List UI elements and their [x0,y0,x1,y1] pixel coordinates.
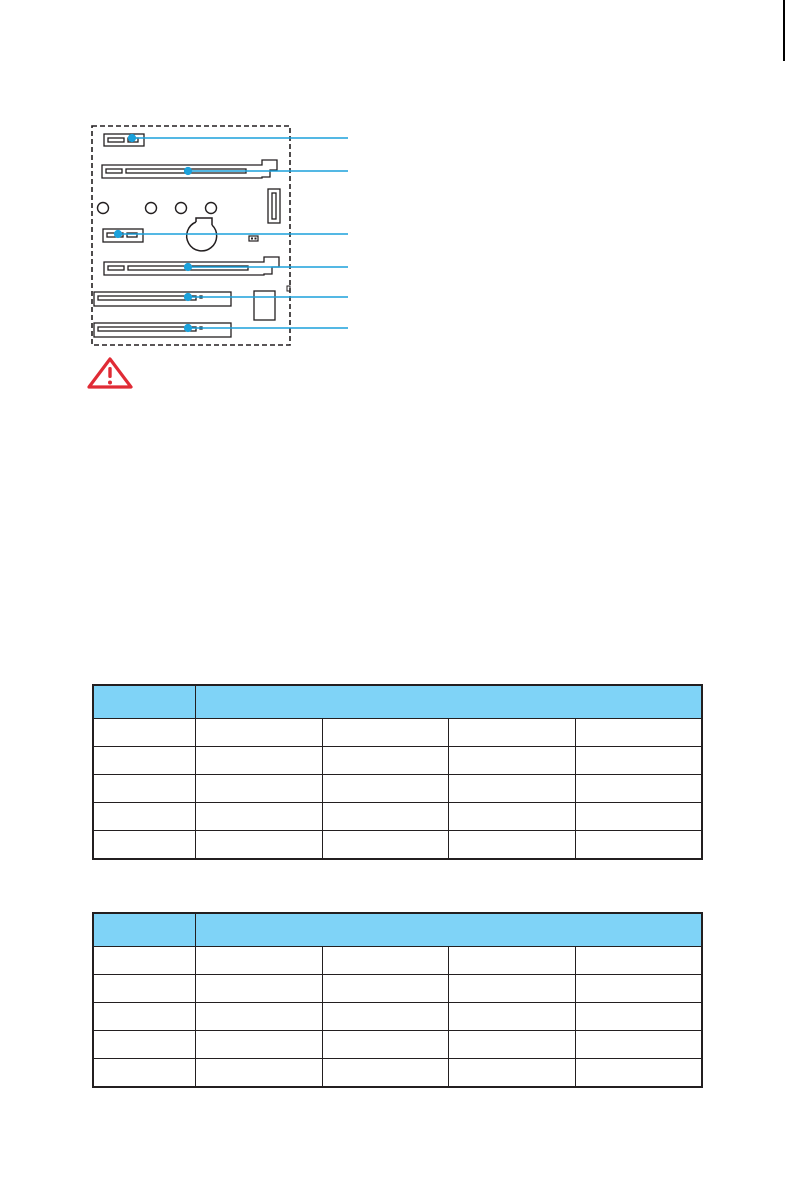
pcie-x1-slot-1 [104,134,144,146]
table-cell [575,1003,702,1031]
table-cell [93,803,196,831]
table-cell [449,1059,576,1088]
table-cell [322,947,449,975]
table-row [93,831,702,860]
table-cell [93,747,196,775]
table-cell [93,775,196,803]
table-row [93,1059,702,1088]
table-cell [322,1003,449,1031]
table-header-cell [93,913,196,947]
table-cell [575,975,702,1003]
table-row [93,1031,702,1059]
table-row [93,775,702,803]
table-row [93,747,702,775]
table-cell [449,1031,576,1059]
mounting-holes [98,203,217,214]
table-cell [93,975,196,1003]
warning-icon [89,359,131,387]
table-cell [196,719,323,747]
table-cell [93,1059,196,1088]
table-cell [449,719,576,747]
table-cell [575,831,702,860]
slot-retention-mark [287,286,290,291]
table-cell [575,803,702,831]
table-cell [196,975,323,1003]
callout-dot-5 [185,294,192,301]
pci-slot-2 [94,323,231,337]
table-cell [575,1059,702,1088]
table-cell [449,747,576,775]
table-cell [196,747,323,775]
table-cell [196,775,323,803]
table-cell [322,1059,449,1088]
table-cell [449,947,576,975]
table-row [93,803,702,831]
table-cell [322,803,449,831]
table-cell [196,1003,323,1031]
table-cell [322,831,449,860]
expansion-slot-diagram [0,0,794,400]
table-cell [449,803,576,831]
table-cell [575,775,702,803]
table-cell [322,719,449,747]
table-cell [322,975,449,1003]
table-cell [322,775,449,803]
callout-dot-2 [185,168,192,175]
table-row [93,719,702,747]
table-cell [196,1031,323,1059]
pci-slot-1 [94,292,231,306]
table-cell [449,831,576,860]
table-cell [575,747,702,775]
table-cell [322,747,449,775]
table-cell [93,831,196,860]
table-cell [196,1059,323,1088]
table-cell [575,947,702,975]
table-header-row [93,913,702,947]
table-cell [575,1031,702,1059]
slot-configuration-table-1 [92,684,703,860]
table-row [93,1003,702,1031]
table-cell [93,947,196,975]
table-cell [93,719,196,747]
table-cell [93,1003,196,1031]
table-cell [93,1031,196,1059]
callout-dot-6 [185,325,192,332]
table-cell [196,831,323,860]
component-block [254,291,275,320]
callout-dot-4 [185,264,192,271]
table-header-cell [196,685,703,719]
table-cell [322,1031,449,1059]
table-header-cell [196,913,703,947]
small-jumper [249,236,258,241]
vertical-connector [268,189,280,223]
slot-configuration-table-2 [92,912,703,1088]
callout-dot-3 [115,231,122,238]
callout-dot-1 [129,135,136,142]
table-row [93,975,702,1003]
table-cell [196,947,323,975]
table-cell [575,719,702,747]
table-cell [196,803,323,831]
pcie-x1-slot-2 [103,229,143,242]
table-cell [449,975,576,1003]
table-cell [449,1003,576,1031]
table-cell [449,775,576,803]
table-row [93,947,702,975]
table-header-cell [93,685,196,719]
table-header-row [93,685,702,719]
